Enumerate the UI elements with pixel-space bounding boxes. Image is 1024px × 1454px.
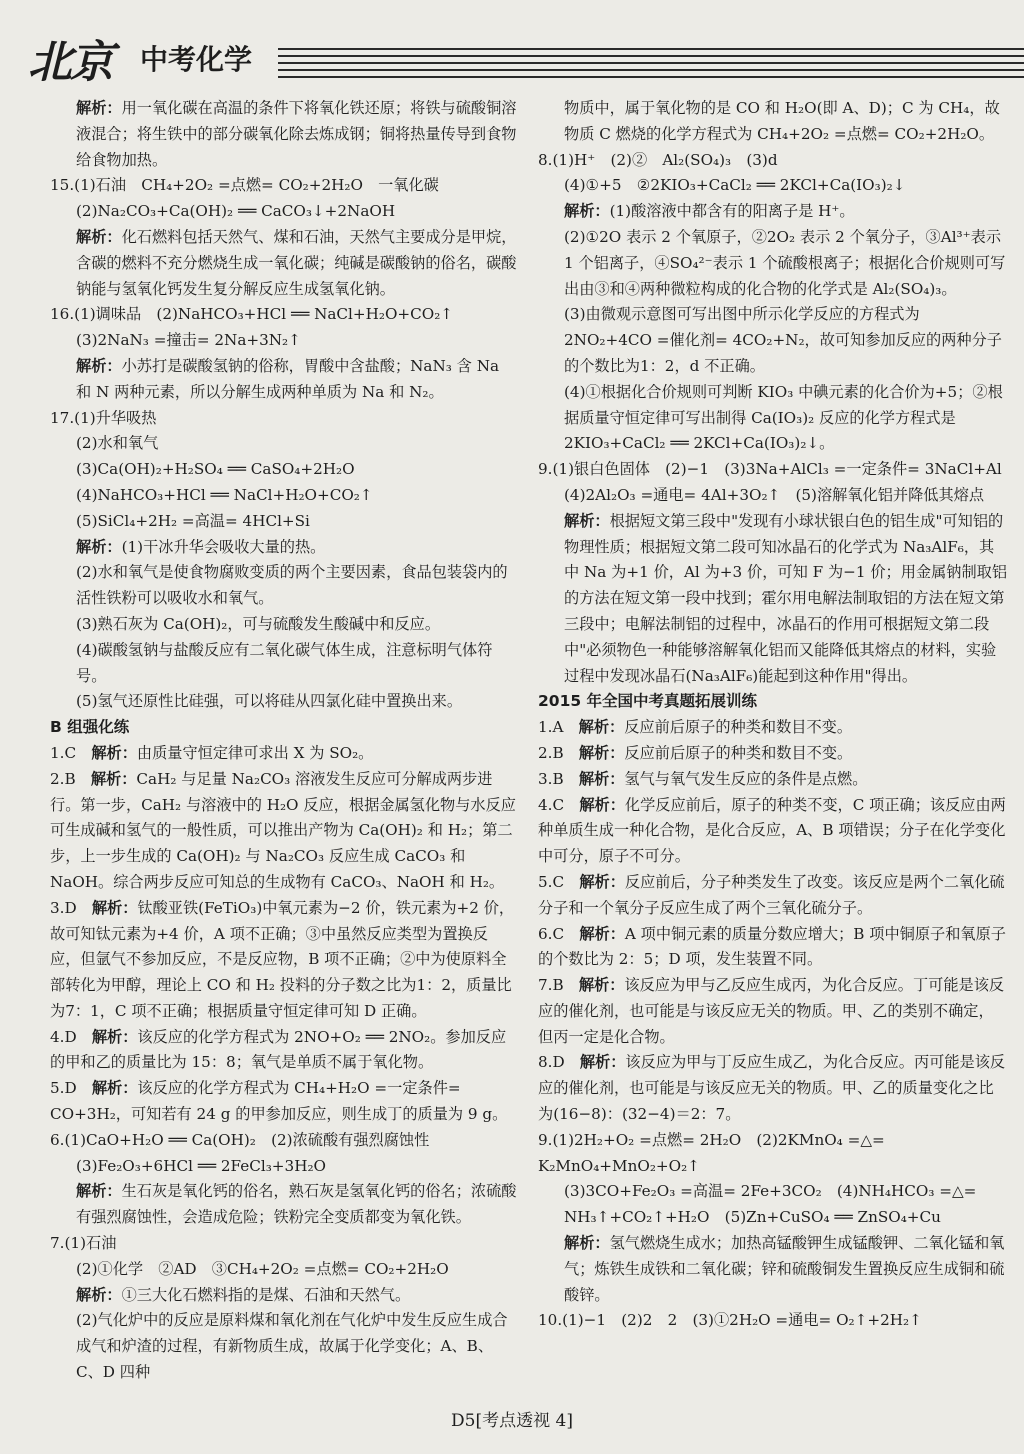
header-rules <box>278 48 1024 83</box>
paragraph: 6.(1)CaO+H₂O ══ Ca(OH)₂ (2)浓硫酸有强烈腐蚀性 <box>50 1130 430 1149</box>
paragraph: (3)Ca(OH)₂+H₂SO₄ ══ CaSO₄+2H₂O <box>76 460 355 479</box>
paragraph: 15.(1)石油 CH₄+2O₂ =点燃= CO₂+2H₂O 一氧化碳 <box>50 176 439 195</box>
analysis-label: 解析： <box>91 743 137 762</box>
paragraph: 16.(1)调味品 (2)NaHCO₃+HCl ══ NaCl+H₂O+CO₂↑ <box>50 305 454 324</box>
paragraph: (4)2Al₂O₃ =通电= 4Al+3O₂↑ (5)溶解氧化铝并降低其熔点 <box>564 485 985 504</box>
paragraph: (2)Na₂CO₃+Ca(OH)₂ ══ CaCO₃↓+2NaOH <box>76 202 396 221</box>
paragraph: 6.C 解析：A 项中铜元素的质量分数应增大；B 项中铜原子和氧原子的个数比为 2：5；D 项，发生装置不同。 <box>538 924 1006 969</box>
paragraph: 物质中，属于氧化物的是 CO 和 H₂O(即 A、D)；C 为 CH₄，故物质 C 燃烧的化学方程式为 CH₄+2O₂ =点燃= CO₂+2H₂O。 <box>564 99 1000 143</box>
section-heading: 2015 年全国中考真题拓展训练 <box>538 692 758 711</box>
paragraph: (2)①2O 表示 2 个氧原子，②2O₂ 表示 2 个氧分子，③Al³⁺表示 1 个铝离子，④SO₄²⁻表示 1 个硫酸根离子；根据化合价规则可写出由③和④两种微粒构成的化合物的化学式是 Al₂(SO₄)₃。 <box>564 227 1006 298</box>
paragraph: 4.D 解析：该反应的化学方程式为 2NO+O₂ ══ 2NO₂。参加反应的甲和乙的质量比为 15：8；氧气是单质不属于氧化物。 <box>50 1027 507 1072</box>
paragraph: (3)熟石灰为 Ca(OH)₂，可与硫酸发生酸碱中和反应。 <box>76 614 441 633</box>
paragraph: (3)由微观示意图可写出图中所示化学反应的方程式为 2NO₂+4CO =催化剂= 4CO₂+N₂，故可知参加反应的两种分子的个数比为1：2，d 不正确。 <box>564 305 1002 375</box>
analysis-label: 解析： <box>76 99 122 117</box>
analysis-label: 解析： <box>90 769 137 788</box>
subject-title: 中考化学 <box>140 43 253 76</box>
paragraph: (4)碳酸氢钠与盐酸反应有二氧化碳气体生成，注意标明气体符号。 <box>76 640 493 685</box>
paragraph: 2.B 解析：反应前后原子的种类和数目不变。 <box>538 743 853 762</box>
paragraph: 7.(1)石油 <box>50 1234 117 1253</box>
paragraph: 9.(1)银白色固体 (2)−1 (3)3Na+AlCl₃ =一定条件= 3NaCl+Al <box>538 460 1002 479</box>
paragraph: 17.(1)升华吸热 <box>50 408 157 427</box>
analysis-label: 解析： <box>91 898 138 917</box>
paragraph: 解析：氢气燃烧生成水；加热高锰酸钾生成锰酸钾、二氧化锰和氧气；炼铁生成铁和二氧化碳；锌和硫酸铜发生置换反应生成铜和硫酸锌。 <box>564 1234 1005 1304</box>
left-column <box>50 96 518 1386</box>
paragraph: (3)2NaN₃ =撞击= 2Na+3N₂↑ <box>76 331 301 350</box>
analysis-label: 解析： <box>564 202 610 221</box>
analysis-label: 解析： <box>578 976 625 995</box>
analysis-label: 解析： <box>91 1079 138 1098</box>
paragraph: 3.B 解析：氢气与氧气发生反应的条件是点燃。 <box>538 769 868 788</box>
analysis-label: 解析： <box>578 769 625 788</box>
paragraph: 1.A 解析：反应前后原子的种类和数目不变。 <box>538 718 853 737</box>
section-heading: B 组强化练 <box>50 718 130 737</box>
paragraph: (2)水和氧气 <box>76 434 159 453</box>
paragraph: (2)①化学 ②AD ③CH₄+2O₂ =点燃= CO₂+2H₂O <box>76 1259 449 1278</box>
paragraph: 解析：①三大化石燃料指的是煤、石油和天然气。 <box>76 1285 411 1304</box>
analysis-label: 解析： <box>579 1053 626 1072</box>
analysis-label: 解析： <box>76 537 122 556</box>
analysis-label: 解析： <box>564 1234 610 1253</box>
brand-logo: 北京 <box>28 37 112 88</box>
paragraph: 解析：(1)干冰升华会吸收大量的热。 <box>76 537 326 556</box>
paragraph: 5.D 解析：该反应的化学方程式为 CH₄+H₂O =一定条件= CO+3H₂，可知若有 24 g 的甲参加反应，则生成丁的质量为 9 g。 <box>50 1079 508 1124</box>
paragraph: (2)水和氧气是使食物腐败变质的两个主要因素，食品包装袋内的活性铁粉可以吸收水和氧气。 <box>76 563 508 608</box>
paragraph: (4)NaHCO₃+HCl ══ NaCl+H₂O+CO₂↑ <box>76 485 373 504</box>
paragraph: (4)①+5 ②2KIO₃+CaCl₂ ══ 2KCl+Ca(IO₃)₂↓ <box>564 176 906 195</box>
analysis-label: 解析： <box>76 1285 122 1304</box>
paragraph: 解析：小苏打是碳酸氢钠的俗称，胃酸中含盐酸；NaN₃ 含 Na 和 N 两种元素，所以分解生成两种单质为 Na 和 N₂。 <box>76 356 500 401</box>
paragraph: 9.(1)2H₂+O₂ =点燃= 2H₂O (2)2KMnO₄ =△= K₂MnO₄+MnO₂+O₂↑ <box>538 1130 885 1175</box>
paragraph: 2.B 解析：CaH₂ 与足量 Na₂CO₃ 溶液发生反应可分解成两步进行。第一步，CaH₂ 与溶液中的 H₂O 反应，根据金属氢化物与水反应可生成碱和氢气的一般性质，可以推出产物为 Ca(OH)₂ 和 H₂；第二步，上一步生成的 Ca(OH)₂ 与 Na₂CO₃ 反应生成 CaCO₃ 和 NaOH。综合两步反应可知总的生成物有 CaCO₃、NaOH 和 H₂。 <box>50 769 516 891</box>
paragraph: 8.D 解析：该反应为甲与丁反应生成乙，为化合反应。丙可能是该反应的催化剂，也可能是与该反应无关的物质。甲、乙的质量变化之比为(16−8)：(32−4)＝2：7。 <box>538 1053 1006 1124</box>
analysis-label: 解析： <box>564 511 610 530</box>
analysis-label: 解析： <box>578 743 625 762</box>
paragraph: 1.C 解析：由质量守恒定律可求出 X 为 SO₂。 <box>50 743 374 762</box>
analysis-label: 解析： <box>578 718 625 737</box>
paragraph: (3)3CO+Fe₂O₃ =高温= 2Fe+3CO₂ (4)NH₄HCO₃ =△= NH₃↑+CO₂↑+H₂O (5)Zn+CuSO₄ ══ ZnSO₄+Cu <box>564 1182 977 1227</box>
paragraph: (3)Fe₂O₃+6HCl ══ 2FeCl₃+3H₂O <box>76 1156 326 1175</box>
page-header <box>28 26 1024 86</box>
analysis-label: 解析： <box>76 356 122 375</box>
paragraph: 解析：化石燃料包括天然气、煤和石油，天然气主要成分是甲烷，含碳的燃料不充分燃烧生成一氧化碳；纯碱是碳酸钠的俗名，碳酸钠能与氢氧化钙发生复分解反应生成氢氧化钠。 <box>76 227 517 298</box>
paragraph: 10.(1)−1 (2)2 2 (3)①2H₂O =通电= O₂↑+2H₂↑ <box>538 1311 922 1330</box>
paragraph: 解析：生石灰是氧化钙的俗名，熟石灰是氢氧化钙的俗名；浓硫酸有强烈腐蚀性，会造成危险；铁粉完全变质都变为氧化铁。 <box>76 1182 517 1227</box>
paragraph: 5.C 解析：反应前后，分子种类发生了改变。该反应是两个二氧化硫分子和一个氧分子反应生成了两个三氧化硫分子。 <box>538 872 1005 917</box>
paragraph: 8.(1)H⁺ (2)② Al₂(SO₄)₃ (3)d <box>538 150 778 169</box>
right-column <box>538 96 1008 1334</box>
page-footer: D5[考点透视 4] <box>451 1411 573 1431</box>
paragraph: (5)氢气还原性比硅强，可以将硅从四氯化硅中置换出来。 <box>76 692 463 711</box>
paragraph: (5)SiCl₄+2H₂ =高温= 4HCl+Si <box>76 511 310 530</box>
paragraph: 4.C 解析：化学反应前后，原子的种类不变，C 项正确；该反应由两种单质生成一种化合物，是化合反应，A、B 项错误；分子在化学变化中可分，原子不可分。 <box>538 795 1006 866</box>
paragraph: 解析：(1)酸溶液中都含有的阳离子是 H⁺。 <box>564 202 855 221</box>
analysis-label: 解析： <box>76 227 122 246</box>
paragraph: (2)气化炉中的反应是原料煤和氧化剂在气化炉中发生反应生成合成气和炉渣的过程，有新物质生成，故属于化学变化；A、B、C、D 四种 <box>76 1311 508 1382</box>
paragraph: 7.B 解析：该反应为甲与乙反应生成丙，为化合反应。丁可能是该反应的催化剂，也可能是与该反应无关的物质。甲、乙的类别不确定，但丙一定是化合物。 <box>538 976 1005 1046</box>
analysis-label: 解析： <box>579 795 625 814</box>
paragraph: 解析：根据短文第三段中"发现有小球状银白色的铝生成"可知铝的物理性质；根据短文第二段可知冰晶石的化学式为 Na₃AlF₆，其中 Na 为+1 价，Al 为+3 价，可知 F 为−1 价；用金属钠制取铝的方法在短文第一段中找到；霍尔用电解法制取铝的方法在短文第三段中；电解法制铝的过程中，冰晶石的作用可根据短文第二段中"必须物色一种能够溶解氧化铝而又能降低其熔点的材料，实验过程中发现冰晶石(Na₃AlF₆)能起到这种作用"得出。 <box>564 511 1008 685</box>
paragraph: (4)①根据化合价规则可判断 KIO₃ 中碘元素的化合价为+5；②根据质量守恒定律可写出制得 Ca(IO₃)₂ 反应的化学方程式是 2KIO₃+CaCl₂ ══ 2KCl+Ca(IO₃)₂↓。 <box>564 382 1003 453</box>
analysis-label: 解析： <box>91 1027 138 1046</box>
analysis-label: 解析： <box>579 924 625 943</box>
paragraph: 3.D 解析：钛酸亚铁(FeTiO₃)中氧元素为−2 价，铁元素为+2 价，故可知钛元素为+4 价，A 项不正确；③中虽然反应类型为置换反应，但氩气不参加反应，不是反应物，B 项不正确；②中为使原料全部转化为甲醇，理论上 CO 和 H₂ 投料的分子数之比为1：2，质量比为7：1，C 项不正确；根据质量守恒定律可知 D 正确。 <box>50 898 515 1020</box>
paragraph: 解析：用一氧化碳在高温的条件下将氧化铁还原；将铁与硫酸铜溶液混合；将生铁中的部分碳氧化除去炼成钢；铜将热量传导到食物给食物加热。 <box>76 99 517 169</box>
analysis-label: 解析： <box>76 1182 122 1201</box>
analysis-label: 解析： <box>579 872 625 891</box>
